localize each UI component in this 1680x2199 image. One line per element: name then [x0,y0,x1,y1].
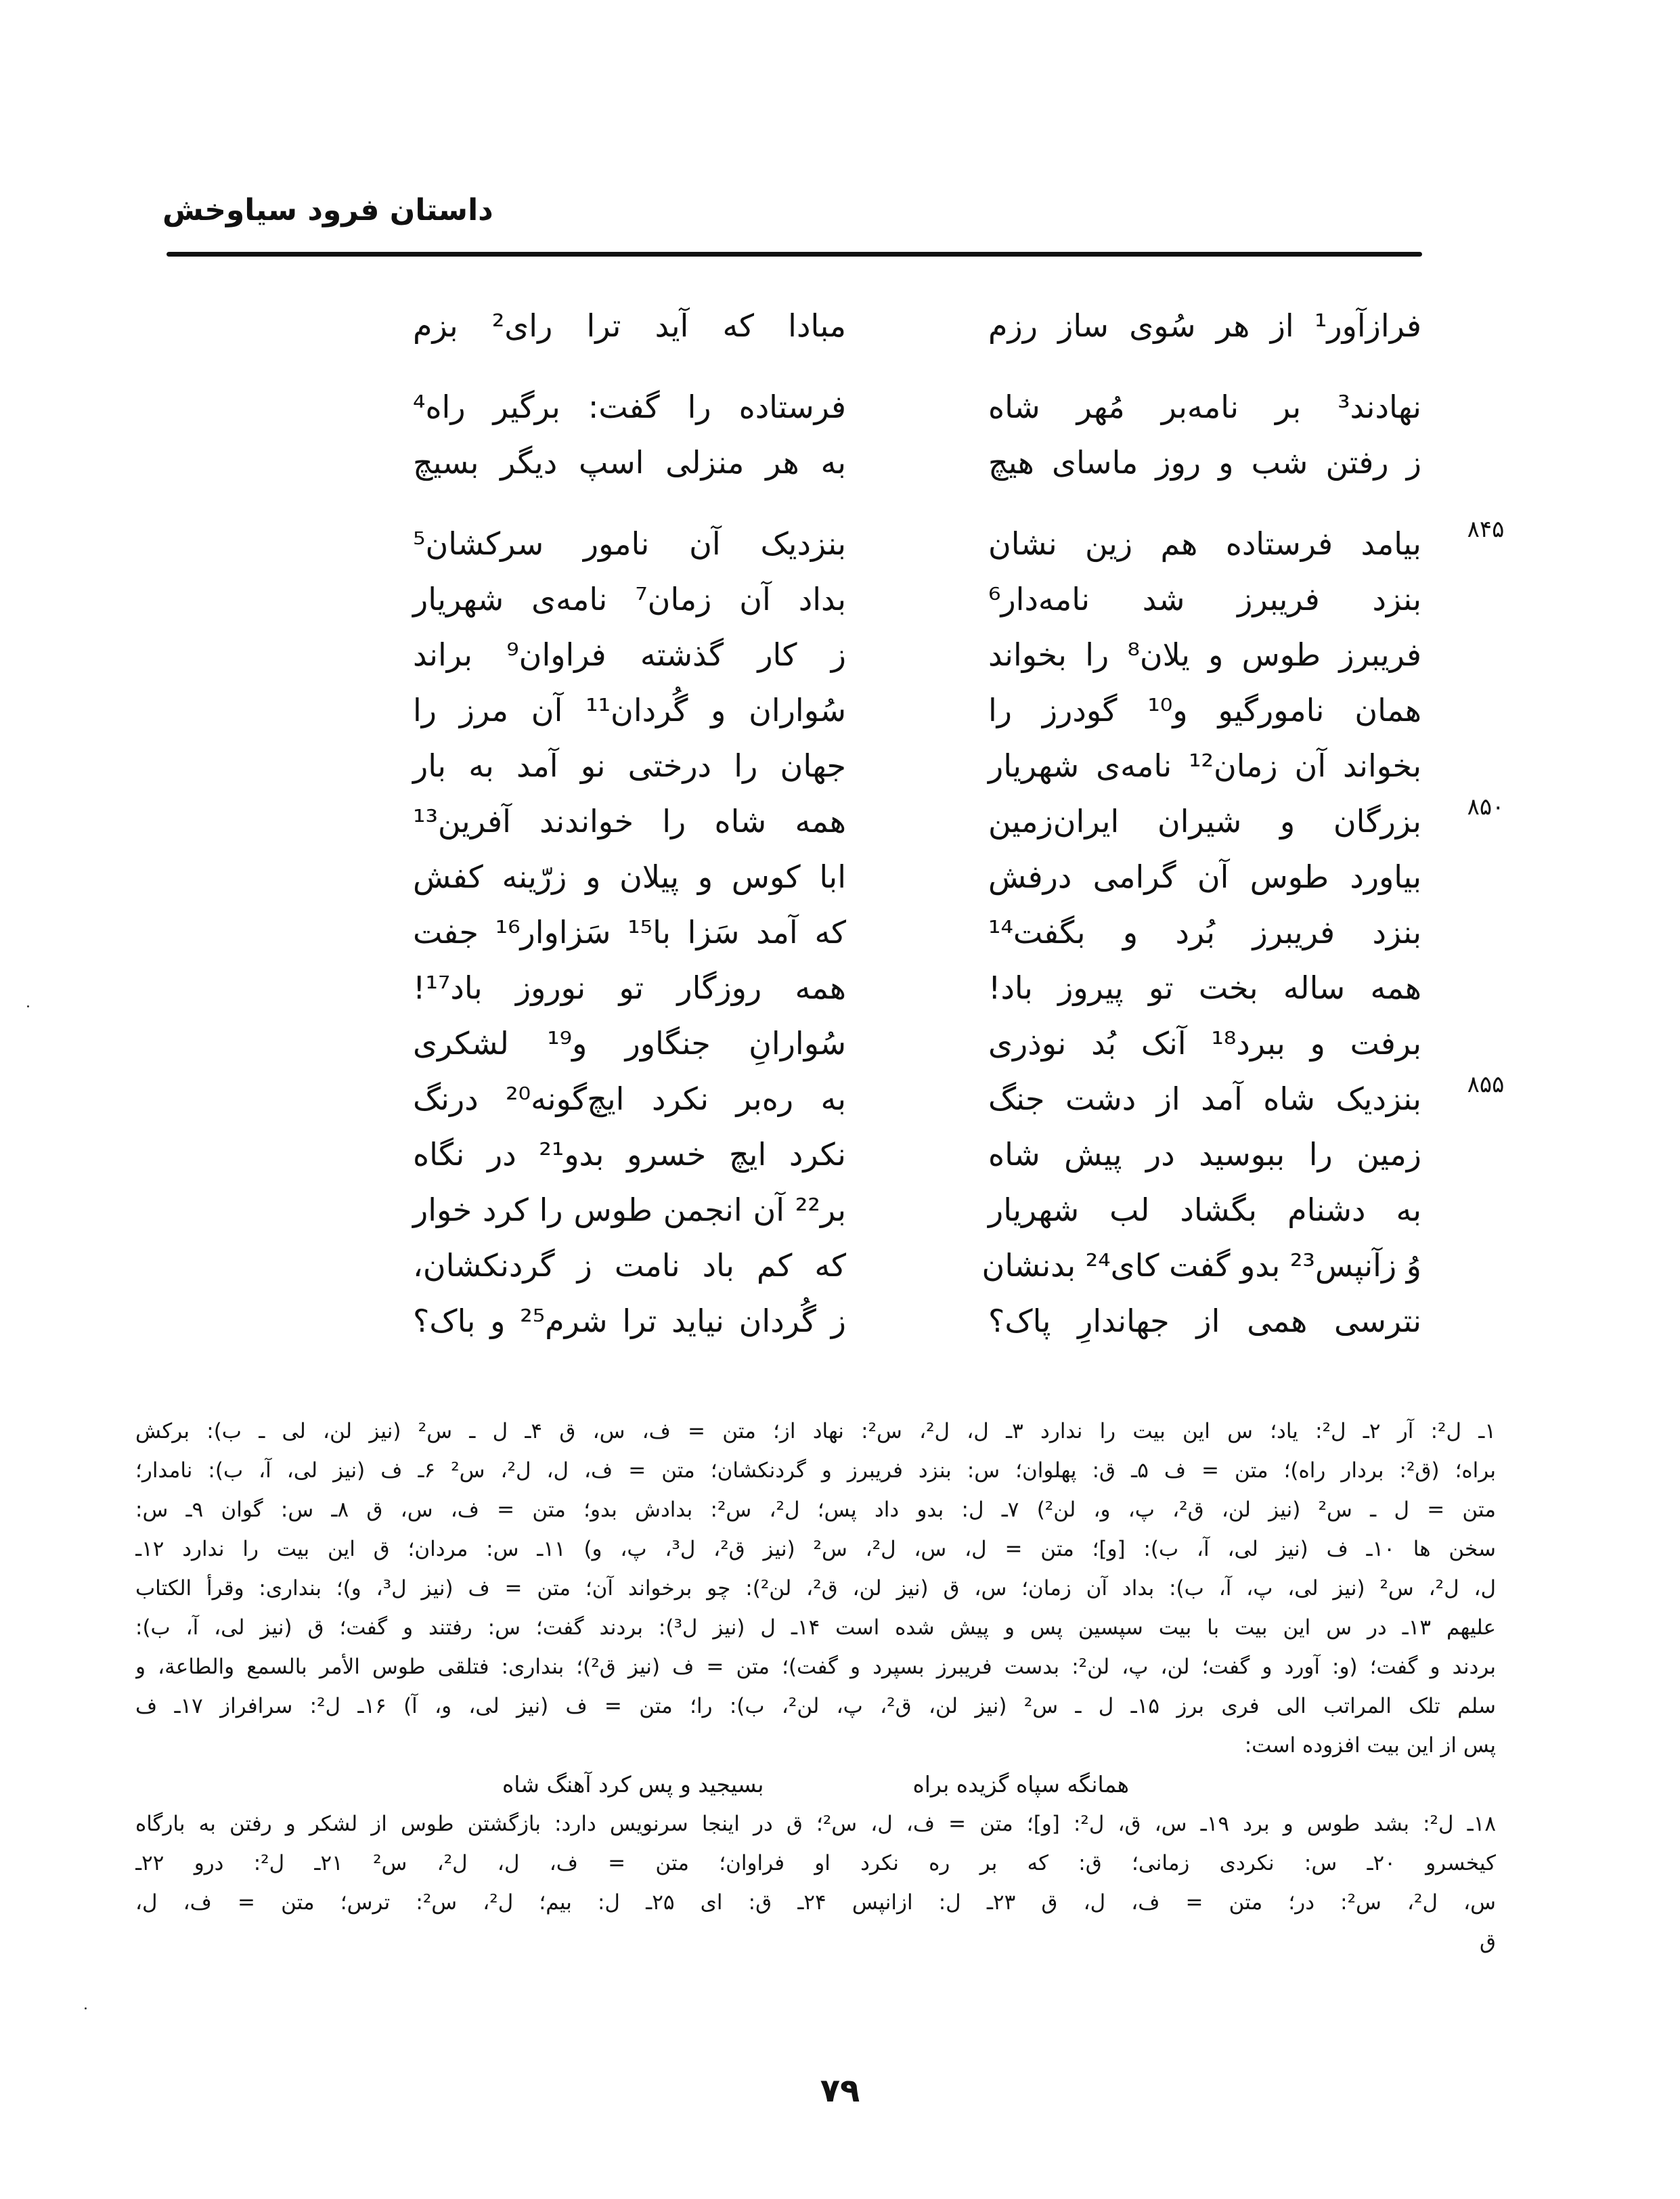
hemistich-second: ز گُردان نیاید ترا شرم²⁵ و باک؟ [413,1303,846,1339]
hemistich-first: فرازآور¹ از هر سُوی ساز رزم [988,307,1421,344]
beyt-row [271,1182,1421,1238]
beyt-row [271,905,1421,960]
beyt-row [271,298,1421,353]
footnote-line: علیهم ۱۳ـ در س این بیت با بیت سپسین پس و پیش شده است ۱۴ـ ل (نیز ل³): بردند گفت؛ س: رفتند و گفت؛ ق (نیز لی، آ، ب): [135,1615,1496,1640]
added-verse-first: همانگه سپاه گزیده براه [912,1771,1130,1798]
page-number: ۷۹ [820,2072,860,2110]
hemistich-second: سُوارانِ جنگاور و¹⁹ لشکری [413,1025,846,1062]
beyt-row [271,1127,1421,1182]
hemistich-second: بنزدیک آن نامور سرکشان⁵ [413,525,846,562]
beyt-row [271,738,1421,793]
hemistich-second: که آمد سَزا با¹⁵ سَزاوار¹⁶ جفت [413,914,847,951]
hemistich-second: نکرد ایچ خسرو بدو²¹ در نگاه [413,1136,846,1173]
stanza [271,516,1505,1349]
hemistich-first: ز رفتن شب و روز ماسای هیچ [988,444,1421,481]
hemistich-second: ابا کوس و پیلان و زرّینه کفش [413,858,846,895]
hemistich-second: به ره‌بر نکرد ایچ‌گونه²⁰ درنگ [413,1081,846,1117]
footnote-line: سخن ها ۱۰ـ ف (نیز لی، آ، ب): [و]؛ متن = ل، س، ل²، س² (نیز ق²، ل³، پ، و) ۱۱ـ س: مردان؛ ق این بیت را ندارد ۱۲ـ [135,1537,1496,1561]
scan-speck [27,1005,29,1007]
verse-number: ۸۵۵ [1467,1071,1505,1098]
footnote-line: ق [1479,1930,1496,1954]
hemistich-first: برفت و ببرد¹⁸ آنک بُد نوذری [988,1025,1421,1062]
beyt-row [271,849,1421,905]
hemistich-second: ز کار گذشته فراوان⁹ براند [413,636,846,673]
hemistich-first: بزرگان و شیران ایران‌زمین [988,803,1421,840]
footnote-line: س، ل²، س²: در؛ متن = ف، ل، ق ۲۳ـ ل: ازانپس ۲۴ـ ق: ای ۲۵ـ ل: بیم؛ ل²، س²: ترس؛ متن = ف، ل، [135,1890,1496,1915]
hemistich-first: وُ زآنپس²³ بدو گفت کای²⁴ بدنشان [981,1247,1421,1284]
footnote-line: بردند و گفت؛ (و: آورد و گفت؛ لن، پ، لن²: بدست فریبرز بسپرد و گفت)؛ متن = ف (نیز ق²)؛ بنداری: فتلقی طوس الأمر بالسمع والطاعة، و [135,1655,1496,1679]
running-title: داستان فرود سیاوخش [162,193,493,227]
hemistich-first: فریبرز طوس و یلان⁸ را بخواند [988,636,1421,673]
footnote-line: ل، ل²، س² (نیز لی، پ، آ، ب): بداد آن زمان؛ س، ق (نیز لن، ق²، لن²): چو برخواند آن؛ متن = ف (نیز ل³، و)؛ بنداری: وقرأ الکتاب [135,1576,1496,1601]
footnote-line: سلم تلک المراتب الی فری برز ۱۵ـ ل ـ س² (نیز لن، ق²، پ، لن²، ب): را؛ متن = ف (نیز لی، و، آ) ۱۶ـ ل²: سرافراز ۱۷ـ ف [135,1694,1496,1718]
beyt-row [271,516,1505,571]
hemistich-second: همه شاه را خواندند آفرین¹³ [413,803,846,840]
beyt-row [271,379,1421,435]
beyt-row [271,1238,1421,1293]
hemistich-second: بر²² آن انجمن طوس را کرد خوار [413,1192,846,1228]
beyt-row [271,682,1421,738]
hemistich-second: جهان را درختی نو آمد به بار [413,747,846,784]
poem-body [271,298,1505,1374]
beyt-row [271,1016,1421,1071]
stanza [271,379,1421,490]
footnote-line: ۱ـ ل²: آر ۲ـ ل²: یاد؛ س این بیت را ندارد ۳ـ ل، ل²، س²: نهاد از؛ متن = ف، س، ق ۴ـ ل ـ س² (نیز لن، لی ـ ب): برکش [135,1419,1496,1443]
verse-number: ۸۵۰ [1467,793,1505,821]
hemistich-second: بداد آن زمان⁷ نامه‌ی شهریار [413,581,846,617]
hemistich-second: همه روزگار تو نوروز باد¹⁷! [413,970,846,1006]
hemistich-first: زمین را ببوسید در پیش شاه [988,1136,1421,1173]
beyt-row [271,571,1421,627]
hemistich-first: همان نامورگیو و¹⁰ گودرز را [988,692,1421,728]
hemistich-first: نترسی همی از جهاندارِ پاک؟ [988,1303,1421,1339]
hemistich-first: همه ساله بخت تو پیروز باد! [988,970,1421,1006]
header-rule [167,252,1422,257]
added-verse-second: بسیجید و پس کرد آهنگ شاه [502,1771,764,1798]
beyt-row [271,627,1421,682]
beyt-row [271,1293,1421,1349]
hemistich-first: بیامد فرستاده هم زین نشان [988,525,1421,562]
footnote-line: پس از این بیت افزوده است: [1244,1733,1496,1758]
hemistich-second: فرستاده را گفت: برگیر راه⁴ [413,389,846,425]
beyt-row [271,793,1505,849]
hemistich-second: که کم باد نامت ز گردنکشان، [413,1247,846,1284]
beyt-row [271,435,1421,490]
hemistich-second: به هر منزلی اسپ دیگر بسیچ [413,444,846,481]
footnotes [135,1412,1496,1961]
beyt-row [271,960,1421,1016]
footnote-line: کیخسرو ۲۰ـ س: نکردی زمانی؛ ق: که بر ره نکرد او فراوان؛ متن = ف، ل، ل²، س² ۲۱ـ ل²: درو ۲۲ـ [135,1851,1496,1875]
verse-number: ۸۴۵ [1467,516,1505,543]
hemistich-first: نهادند³ بر نامه‌بر مُهر شاه [988,389,1421,425]
hemistich-first: بنزدیک شاه آمد از دشت جنگ [988,1081,1421,1117]
stanza [271,298,1421,353]
hemistich-first: بیاورد طوس آن گرامی درفش [988,858,1421,895]
scan-speck [85,2007,87,2009]
hemistich-first: به دشنام بگشاد لب شهریار [988,1192,1421,1228]
hemistich-first: بنزد فریبرز بُرد و بگفت¹⁴ [988,914,1421,951]
hemistich-first: بنزد فریبرز شد نامه‌دار⁶ [988,581,1421,617]
beyt-row [271,1071,1505,1127]
footnote-line: براه؛ (ق²: بردار راه)؛ متن = ف ۵ـ ق: پهلوان؛ س: بنزد فریبرز و گردنکشان؛ متن = ف، ل، ل²، س² ۶ـ ف (نیز لی، آ، ب): نامدار؛ [135,1458,1496,1483]
footnote-added-verse [135,1765,1496,1804]
hemistich-second: مبادا که آید ترا رای² بزم [413,307,846,344]
footnote-line: ۱۸ـ ل²: بشد طوس و برد ۱۹ـ س، ق، ل²: [و]؛ متن = ف، ل، س²؛ ق در اینجا سرنویس دارد: بازگشتن طوس از لشکر و رفتن به بارگاه [135,1812,1496,1836]
hemistich-first: بخواند آن زمان¹² نامه‌ی شهریار [988,747,1421,784]
footnote-line: متن = ل ـ س² (نیز لن، ق²، پ، و، لن²) ۷ـ ل: بدو داد پس؛ ل²، س²: بدادش بدو؛ متن = ف، س، ق ۸ـ س: گوان ۹ـ س: [135,1498,1496,1522]
hemistich-second: سُواران و گُردان¹¹ آن مرز را [413,692,846,728]
